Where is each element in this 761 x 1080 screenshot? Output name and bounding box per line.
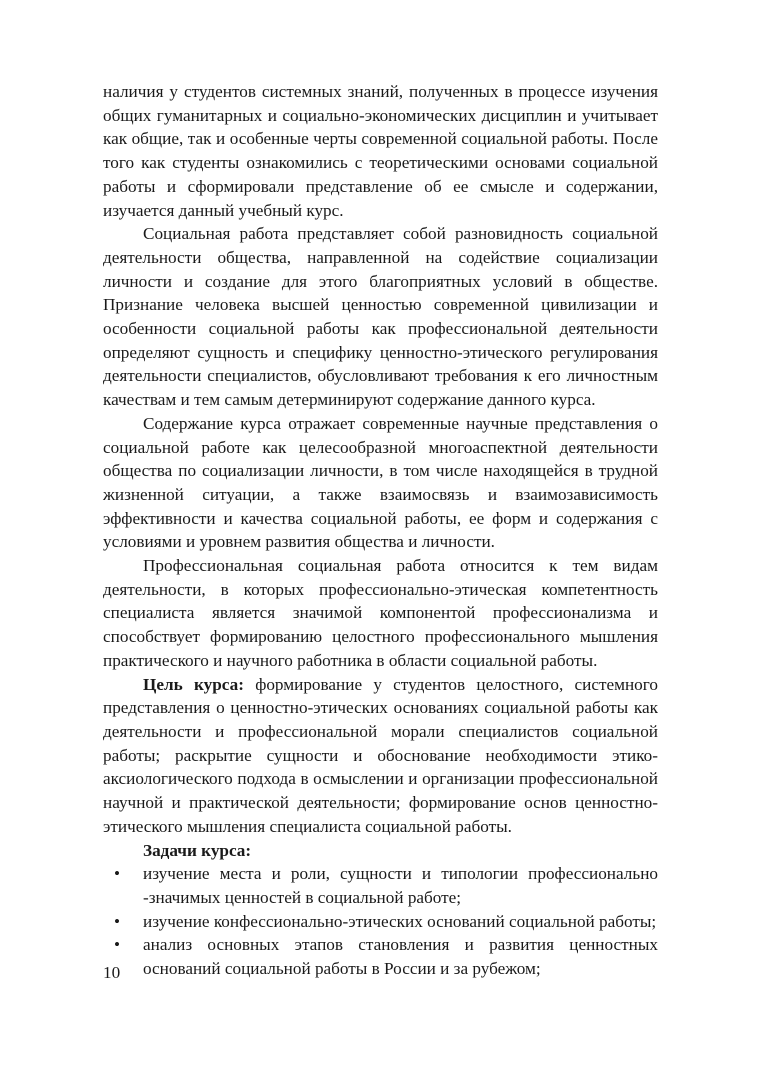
bullet-icon: • (113, 911, 121, 931)
page-number: 10 (103, 963, 121, 982)
paragraph-continuation: наличия у студентов системных знаний, полученных в процессе изучения общих гуманитарных и социально-экономических дисциплин и учитывает как общие, так и особенные черты современной социальной работы. После того как студенты ознакомились с теоретическими основами социальной работы и сформировали представление об ее смысле и содержании, изучается данный учебный курс. (103, 82, 658, 220)
task-text: анализ основных этапов становления и развития ценностных оснований социальной работы в России и за рубежом; (143, 935, 658, 979)
task-list (103, 862, 658, 981)
paragraph-professional-work: Профессиональная социальная работа относится к тем видам деятельности, в которых профессионально-этическая компетентность специалиста является значимой компонентой профессионализма и способствует формированию целостного профессионального мышления практического и научного работника в области социальной работы. (103, 556, 658, 670)
body-text (103, 80, 658, 981)
paragraph-social-work-definition: Социальная работа представляет собой разновидность социальной деятельности общества, направленной на содействие социализации личности и создание для этого благоприятных условий в обществе. Признание человека высшей ценностью современной цивилизации и особенности социальной работы как профессиональной деятельности определяют сущность и специфику ценностно-этического регулирования деятельности специалистов, обусловливают требования к его личностным качествам и тем самым детерминируют содержание данного курса. (103, 224, 658, 410)
bullet-icon: • (113, 935, 121, 955)
task-text: изучение конфессионально-этических оснований социальной работы; (143, 911, 657, 931)
list-item (103, 862, 658, 909)
bullet-icon: • (113, 864, 121, 884)
tasks-heading: Задачи курса: (143, 840, 252, 860)
list-item (103, 910, 658, 934)
paragraph-course-content: Содержание курса отражает современные научные представления о социальной работе как целесообразной многоаспектной деятельности общества по социализации личности, в том числе находящейся в трудной жизненной ситуации, а также взаимосвязь и взаимозависимость эффективности и качества социальной работы, ее форм и содержания с условиями и уровнем развития общества и личности. (103, 413, 658, 552)
course-goal-text: формирование у студентов целостного, системного представления о ценностно-этических основаниях социальной работы как деятельности и профессиональной морали специалистов социальной работы; раскрытие сущности и обоснование необходимости этико-аксиологического подхода в осмыслении и организации профессиональной научной и практической деятельности; формирование основ ценностно-этического мышления специалиста социальной работы. (103, 674, 658, 836)
paragraph-course-goal (103, 673, 658, 839)
task-text: изучение места и роли, сущности и типологии профессионально -значимых ценностей в социальной работе; (143, 864, 658, 907)
course-goal-label: Цель курса: (143, 674, 244, 694)
list-item (103, 933, 658, 980)
